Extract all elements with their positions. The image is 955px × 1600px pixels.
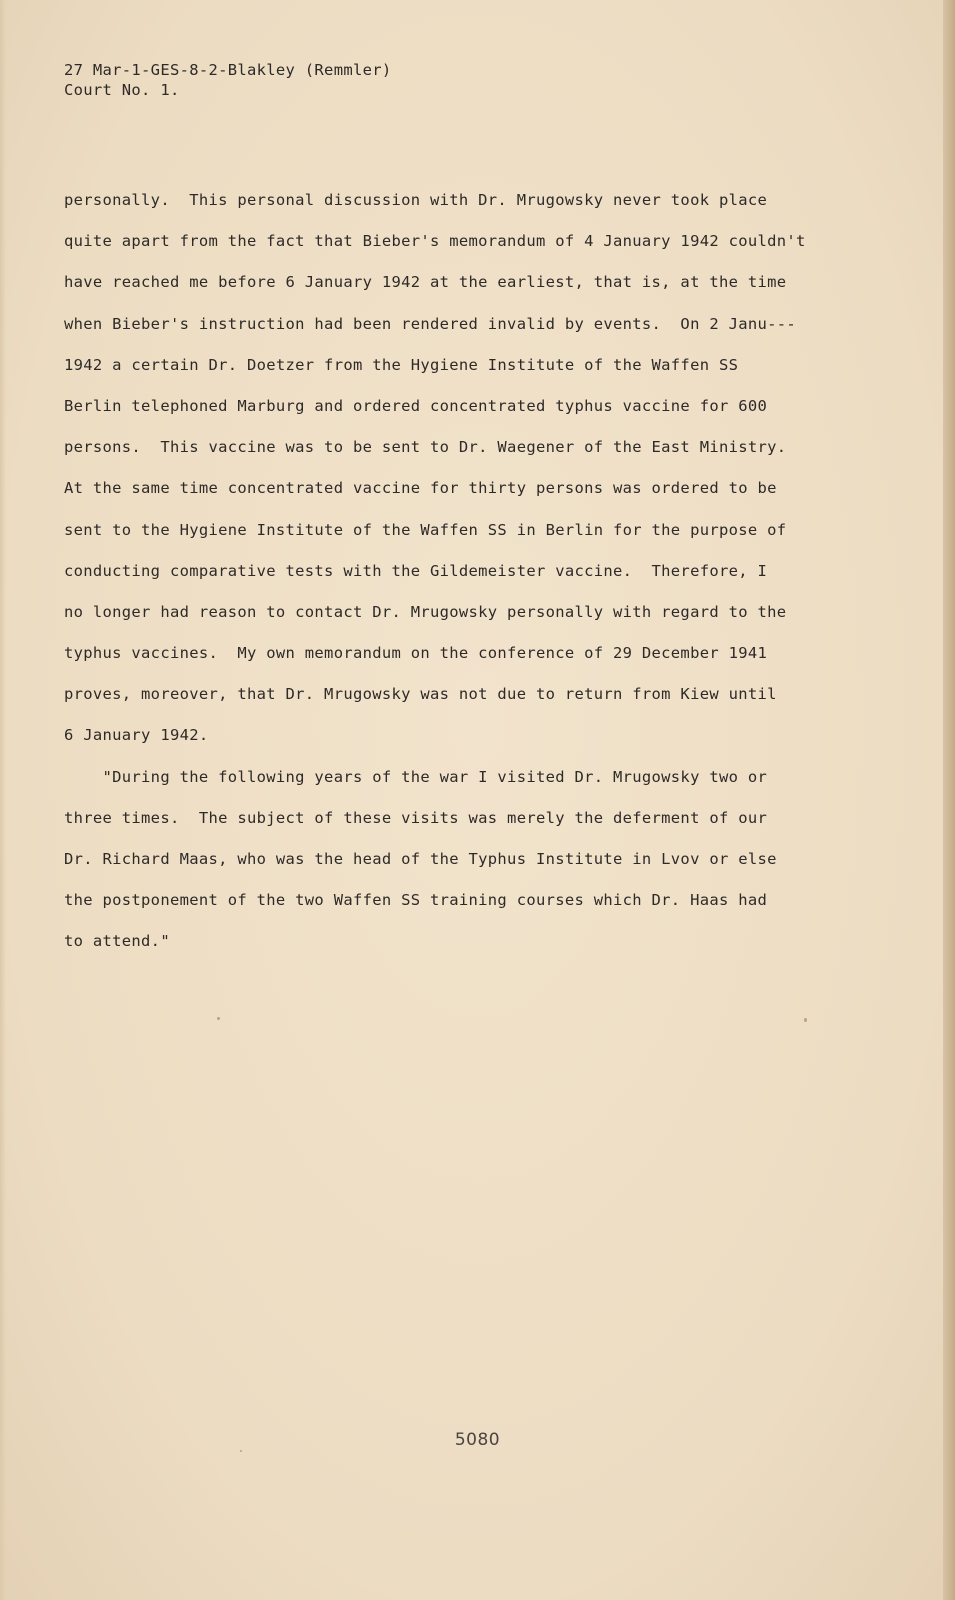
body-line: persons. This vaccine was to be sent to Dr. Waegener of the East Ministry. bbox=[64, 438, 787, 457]
body-line: quite apart from the fact that Bieber's memorandum of 4 January 1942 couldn't bbox=[64, 232, 806, 251]
body-line: sent to the Hygiene Institute of the Waffen SS in Berlin for the purpose of bbox=[64, 520, 787, 539]
body-line: 6 January 1942. bbox=[64, 726, 209, 745]
body-line: the postponement of the two Waffen SS training courses which Dr. Haas had bbox=[64, 891, 768, 910]
body-line: conducting comparative tests with the Gildemeister vaccine. Therefore, I bbox=[64, 561, 768, 580]
body-line: At the same time concentrated vaccine for thirty persons was ordered to be bbox=[64, 479, 777, 498]
document-header bbox=[64, 60, 391, 100]
paper-speck bbox=[804, 1018, 807, 1022]
paper-right-edge bbox=[943, 0, 955, 1600]
body-line: to attend." bbox=[64, 932, 170, 951]
body-line: when Bieber's instruction had been rendered invalid by events. On 2 Janu--- bbox=[64, 314, 797, 333]
body-line: 1942 a certain Dr. Doetzer from the Hygiene Institute of the Waffen SS bbox=[64, 355, 739, 374]
body-line: personally. This personal discussion with Dr. Mrugowsky never took place bbox=[64, 191, 768, 209]
page-number: 5080 bbox=[454, 1430, 501, 1450]
body-line: have reached me before 6 January 1942 at the earliest, that is, at the time bbox=[64, 273, 787, 292]
body-line: no longer had reason to contact Dr. Mrugowsky personally with regard to the bbox=[64, 602, 787, 621]
body-line: typhus vaccines. My own memorandum on the conference of 29 December 1941 bbox=[64, 644, 768, 663]
paper-speck bbox=[217, 1017, 220, 1020]
body-line: "During the following years of the war I visited Dr. Mrugowsky two or bbox=[64, 767, 768, 786]
paper-left-edge bbox=[0, 0, 6, 1600]
body-line: Berlin telephoned Marburg and ordered concentrated typhus vaccine for 600 bbox=[64, 396, 768, 415]
body-line: Dr. Richard Maas, who was the head of the Typhus Institute in Lvov or else bbox=[64, 850, 777, 868]
header-case-reference: 27 Mar-1-GES-8-2-Blakley (Remmler) bbox=[64, 61, 392, 79]
body-line: three times. The subject of these visits was merely the deferment of our bbox=[64, 808, 768, 827]
header-court-number: Court No. 1. bbox=[64, 81, 180, 99]
body-line: proves, moreover, that Dr. Mrugowsky was not due to return from Kiew until bbox=[64, 685, 777, 704]
paper-speck bbox=[240, 1450, 242, 1452]
transcript-body bbox=[64, 180, 844, 963]
